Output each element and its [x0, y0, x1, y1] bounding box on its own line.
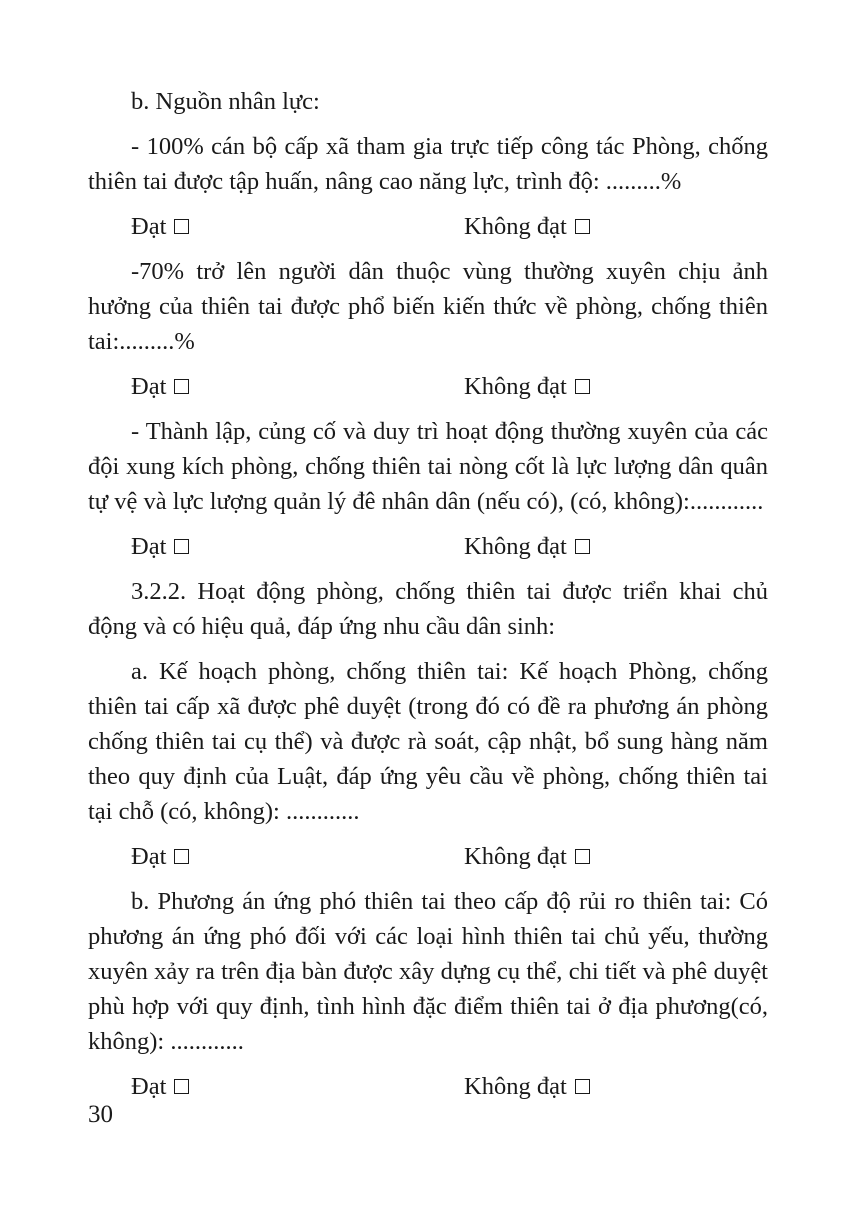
page-number: 30	[88, 1101, 113, 1128]
assessment-row-5	[88, 1069, 768, 1104]
pass-checkbox[interactable]	[174, 1079, 189, 1094]
fail-checkbox[interactable]	[575, 379, 590, 394]
pass-label: Đạt	[131, 373, 167, 400]
fail-option[interactable]	[464, 1069, 590, 1104]
pass-label: Đạt	[131, 533, 167, 560]
fail-option[interactable]	[464, 839, 590, 874]
fail-label: Không đạt	[464, 533, 567, 560]
section-heading-3-2-2: 3.2.2. Hoạt động phòng, chống thiên tai được triển khai chủ động và có hiệu quả, đáp ứng nhu cầu dân sinh:	[88, 578, 768, 640]
fail-option[interactable]	[464, 529, 590, 564]
pass-option[interactable]	[131, 839, 189, 874]
fail-checkbox[interactable]	[575, 1079, 590, 1094]
assessment-row-3	[88, 529, 768, 564]
page-content	[88, 84, 768, 1114]
fail-label: Không đạt	[464, 213, 567, 240]
fail-label: Không đạt	[464, 1073, 567, 1100]
assessment-row-2	[88, 369, 768, 404]
pass-label: Đạt	[131, 1073, 167, 1100]
criterion-response-plan: b. Phương án ứng phó thiên tai theo cấp độ rủi ro thiên tai: Có phương án ứng phó đối với các loại hình thiên tai chủ yếu, thường xuyên xảy ra trên địa bàn được xây dựng cụ thể, chi tiết và phê duyệt phù hợp với quy định, tình hình đặc điểm thiên tai ở địa phương(có, không): ............	[88, 888, 768, 1055]
pass-checkbox[interactable]	[174, 379, 189, 394]
fail-checkbox[interactable]	[575, 849, 590, 864]
fail-label: Không đạt	[464, 373, 567, 400]
pass-option[interactable]	[131, 369, 189, 404]
heading-human-resources: b. Nguồn nhân lực:	[131, 88, 320, 115]
pass-option[interactable]	[131, 209, 189, 244]
pass-label: Đạt	[131, 843, 167, 870]
assessment-row-1	[88, 209, 768, 244]
pass-checkbox[interactable]	[174, 539, 189, 554]
pass-label: Đạt	[131, 213, 167, 240]
fail-option[interactable]	[464, 369, 590, 404]
fail-checkbox[interactable]	[575, 539, 590, 554]
fail-label: Không đạt	[464, 843, 567, 870]
pass-option[interactable]	[131, 529, 189, 564]
criterion-public-awareness: -70% trở lên người dân thuộc vùng thường xuyên chịu ảnh hưởng của thiên tai được phổ biến kiến thức về phòng, chống thiên tai:.........%	[88, 258, 768, 355]
pass-option[interactable]	[131, 1069, 189, 1104]
criterion-commune-staff-training: - 100% cán bộ cấp xã tham gia trực tiếp công tác Phòng, chống thiên tai được tập huấn, nâng cao năng lực, trình độ: .........%	[88, 133, 768, 195]
assessment-row-4	[88, 839, 768, 874]
pass-checkbox[interactable]	[174, 219, 189, 234]
criterion-shock-teams: - Thành lập, củng cố và duy trì hoạt động thường xuyên của các đội xung kích phòng, chống thiên tai nòng cốt là lực lượng dân quân tự vệ và lực lượng quản lý đê nhân dân (nếu có), (có, không):............	[88, 418, 768, 515]
pass-checkbox[interactable]	[174, 849, 189, 864]
fail-checkbox[interactable]	[575, 219, 590, 234]
fail-option[interactable]	[464, 209, 590, 244]
criterion-disaster-plan: a. Kế hoạch phòng, chống thiên tai: Kế hoạch Phòng, chống thiên tai cấp xã được phê duyệt (trong đó có đề ra phương án phòng chống thiên tai cụ thể) và được rà soát, cập nhật, bổ sung hàng năm theo quy định của Luật, đáp ứng yêu cầu về phòng, chống thiên tai tại chỗ (có, không): ............	[88, 658, 768, 825]
